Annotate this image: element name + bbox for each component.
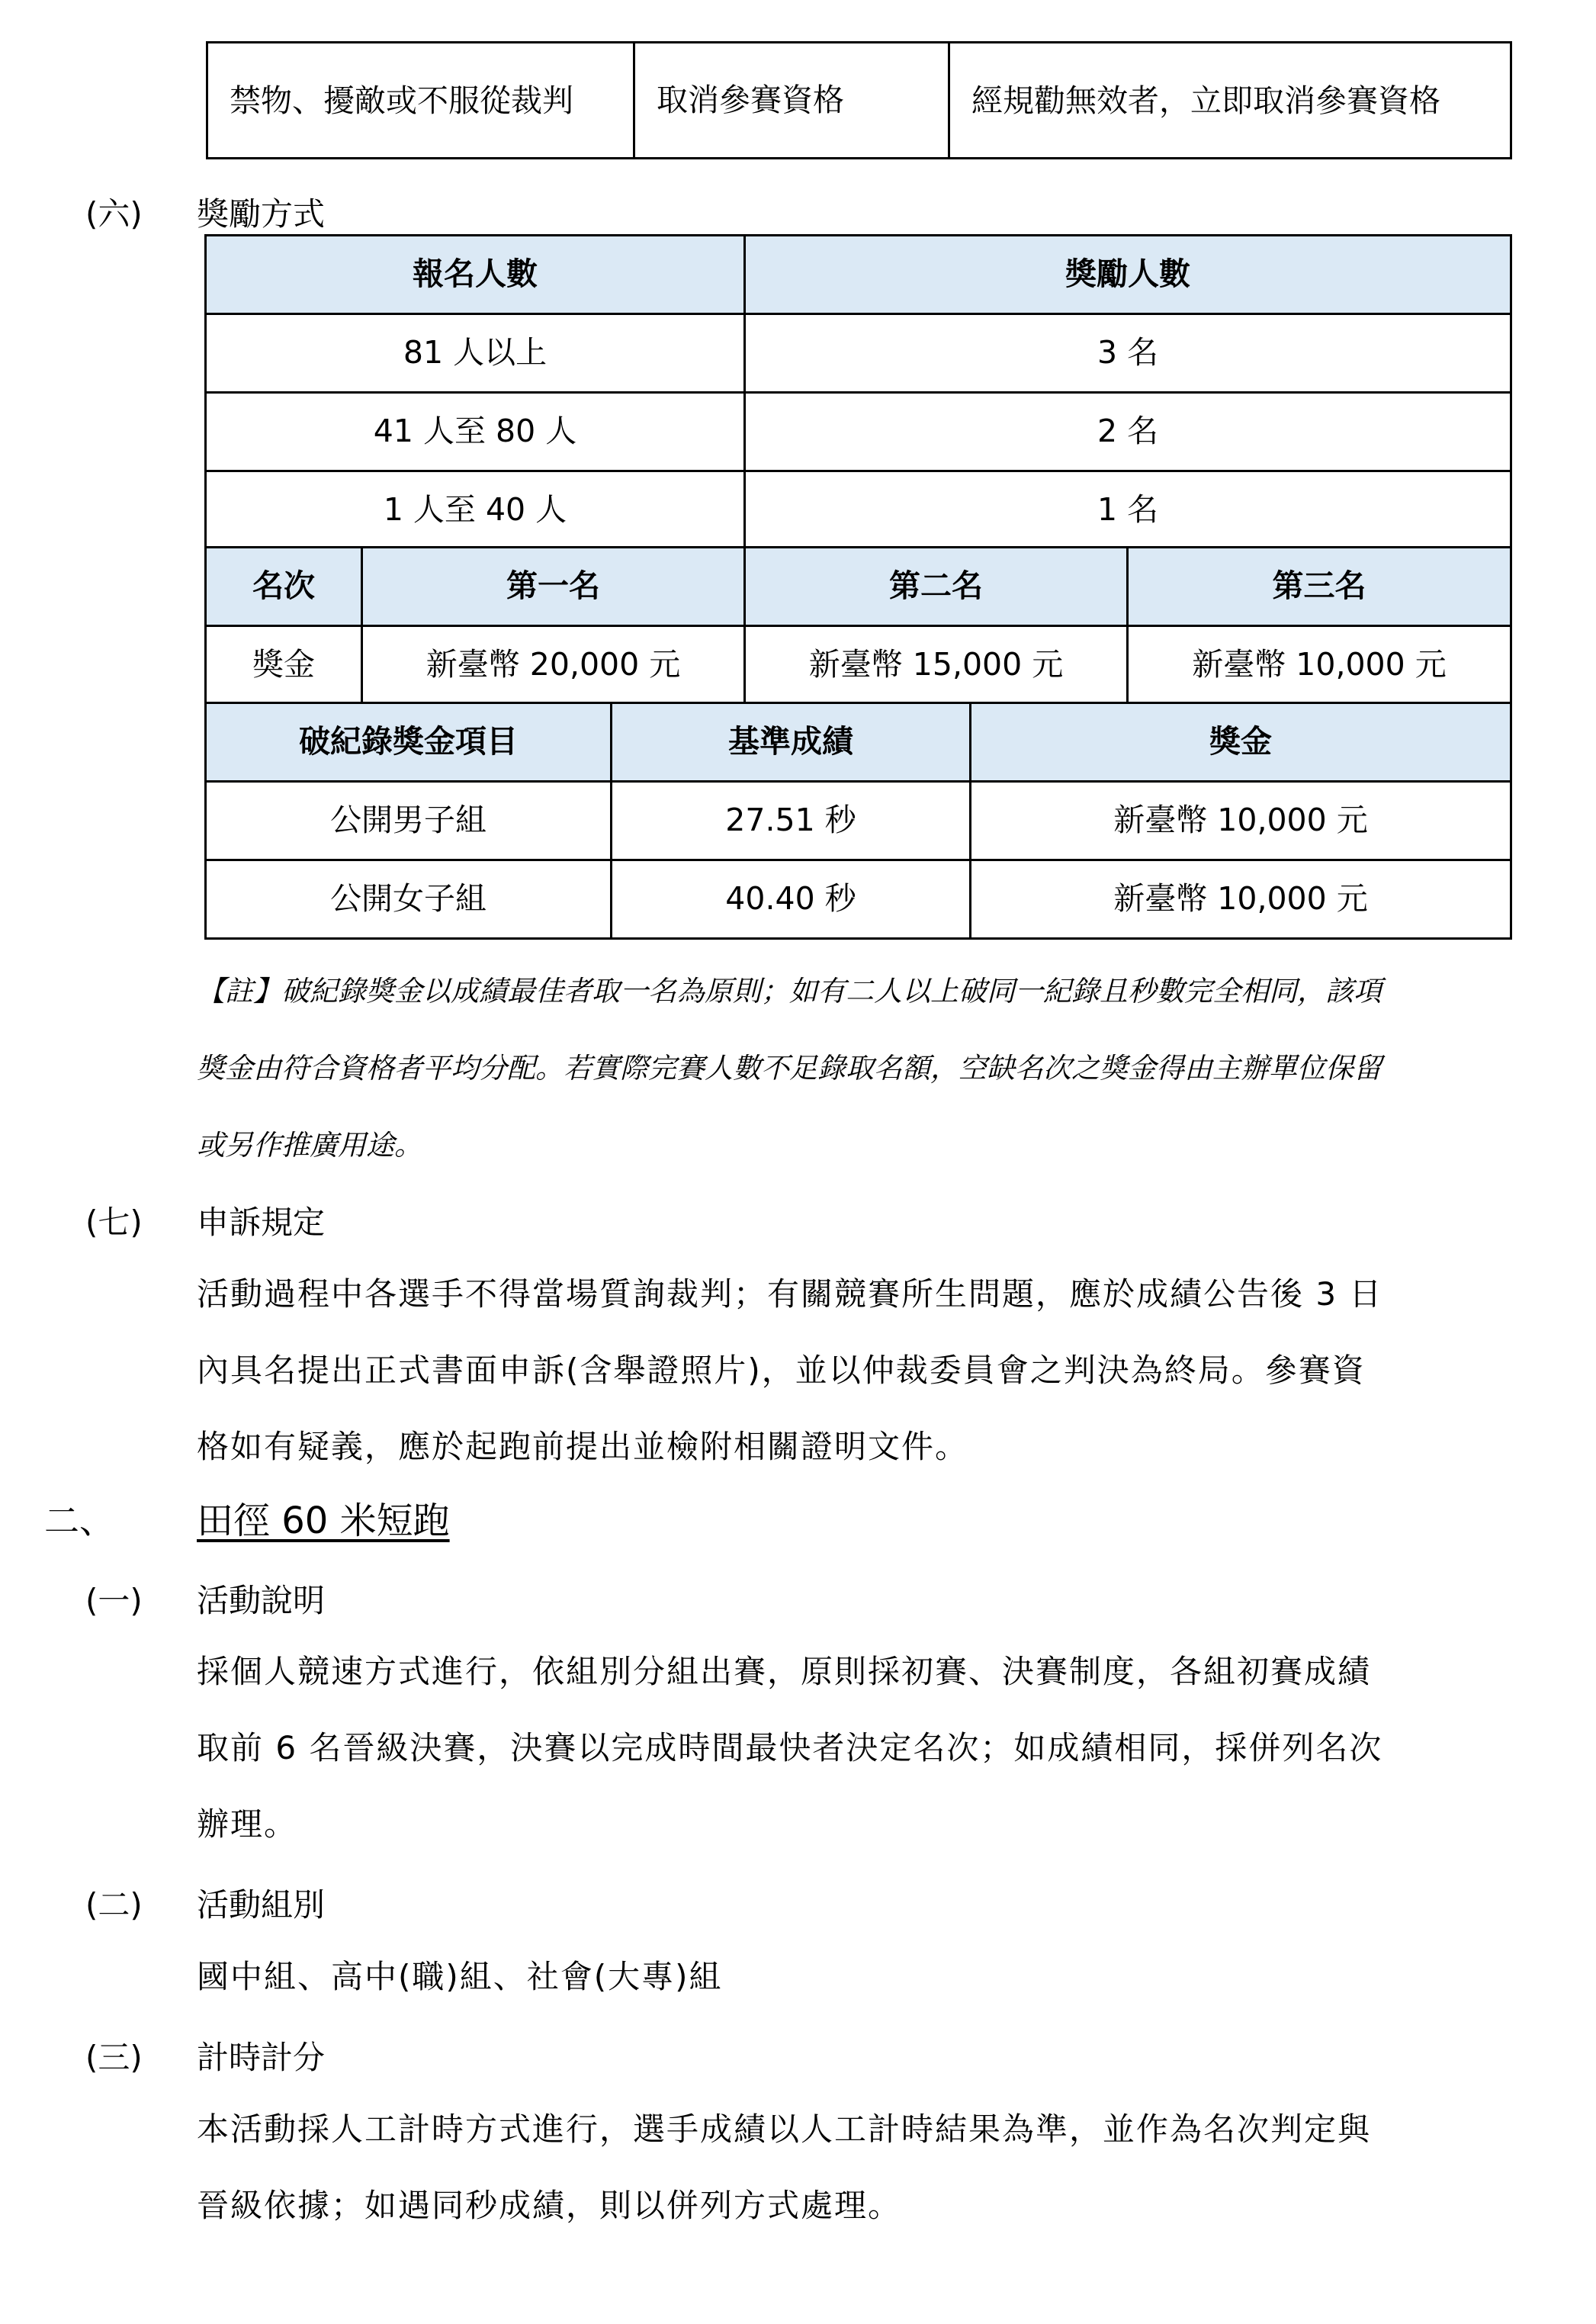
paragraph-line: 本活動採人工計時方式進行，選手成績以人工計時結果為準，並作為名次判定與	[197, 2110, 1372, 2148]
paragraph-line: 晉級依據；如遇同秒成績，則以併列方式處理。	[197, 2187, 902, 2224]
remark-cell: 經規勸無效者，立即取消參賽資格	[949, 43, 1511, 159]
penalty-cell: 取消參賽資格	[634, 43, 949, 159]
penalty-table	[206, 41, 1512, 159]
section-title: 獎勵方式	[197, 195, 326, 233]
table-row	[206, 860, 1511, 939]
paragraph-line: 採個人競速方式進行，依組別分組出賽，原則採初賽、決賽制度，各組初賽成績	[197, 1653, 1372, 1690]
chapter-title: 田徑 60 米短跑	[197, 1500, 450, 1542]
table-cell: 公開男子組	[206, 782, 612, 860]
column-header: 獎勵人數	[745, 236, 1511, 314]
column-header: 第一名	[362, 548, 745, 626]
table-row	[206, 314, 1511, 393]
section-title: 申訴規定	[197, 1204, 326, 1241]
column-header: 第三名	[1128, 548, 1511, 626]
table-cell: 新臺幣 20,000 元	[362, 626, 745, 705]
table-cell: 新臺幣 15,000 元	[745, 626, 1128, 705]
appeal-paragraph	[197, 1256, 1524, 1485]
timing-paragraph	[197, 2091, 1524, 2244]
table-row	[206, 626, 1511, 705]
section-marker: (一)	[85, 1582, 143, 1619]
table-cell: 40.40 秒	[612, 860, 971, 939]
groups-paragraph	[197, 1939, 1524, 2015]
paragraph-line: 國中組、高中(職)組、社會(大專)組	[197, 1958, 723, 1995]
offense-cell: 禁物、擾敵或不服從裁判	[207, 43, 634, 159]
table-header-row	[206, 236, 1511, 314]
table-cell: 1 人至 40 人	[206, 471, 745, 550]
section-marker: (六)	[85, 195, 143, 233]
note-line: 或另作推廣用途。	[197, 1129, 422, 1162]
table-header-row	[206, 548, 1511, 626]
column-header: 名次	[206, 548, 362, 626]
record-table	[204, 702, 1512, 940]
table-row	[206, 471, 1511, 550]
note-line: 獎金由符合資格者平均分配。若實際完賽人數不足錄取名額，空缺名次之獎金得由主辦單位保留	[197, 1052, 1382, 1085]
chapter-marker: 二、	[44, 1500, 114, 1541]
column-header: 破紀錄獎金項目	[206, 703, 612, 782]
section-marker: (三)	[85, 2039, 143, 2076]
table-cell: 2 名	[745, 393, 1511, 471]
paragraph-line: 辦理。	[197, 1805, 298, 1843]
table-cell: 新臺幣 10,000 元	[1128, 626, 1511, 705]
description-paragraph	[197, 1634, 1524, 1863]
paragraph-line: 內具名提出正式書面申訴(含舉證照片)，並以仲裁委員會之判決為終局。參賽資	[197, 1352, 1366, 1389]
table-cell: 新臺幣 10,000 元	[971, 782, 1511, 860]
table-header-row	[206, 703, 1511, 782]
section-marker: (二)	[85, 1886, 143, 1924]
paragraph-line: 格如有疑義，應於起跑前提出並檢附相關證明文件。	[197, 1428, 969, 1465]
column-header: 第二名	[745, 548, 1128, 626]
paragraph-line: 活動過程中各選手不得當場質詢裁判；有關競賽所生問題，應於成績公告後 3 日	[197, 1275, 1383, 1313]
section-title: 活動說明	[197, 1582, 326, 1619]
paragraph-line: 取前 6 名晉級決賽，決賽以完成時間最快者決定名次；如成績相同，採併列名次	[197, 1729, 1383, 1766]
table-row	[207, 43, 1511, 159]
column-header: 報名人數	[206, 236, 745, 314]
table-cell: 27.51 秒	[612, 782, 971, 860]
table-row	[206, 393, 1511, 471]
column-header: 獎金	[971, 703, 1511, 782]
prize-table	[204, 546, 1512, 706]
table-cell: 3 名	[745, 314, 1511, 393]
table-cell: 新臺幣 10,000 元	[971, 860, 1511, 939]
table-cell: 獎金	[206, 626, 362, 705]
table-cell: 41 人至 80 人	[206, 393, 745, 471]
awards-table	[204, 234, 1512, 551]
note-paragraph	[197, 953, 1524, 1184]
table-row	[206, 782, 1511, 860]
column-header: 基準成績	[612, 703, 971, 782]
section-title: 計時計分	[197, 2039, 326, 2076]
table-cell: 公開女子組	[206, 860, 612, 939]
note-line: 【註】破紀錄獎金以成績最佳者取一名為原則；如有二人以上破同一紀錄且秒數完全相同，該項	[197, 975, 1382, 1008]
table-cell: 1 名	[745, 471, 1511, 550]
section-title: 活動組別	[197, 1886, 326, 1924]
table-cell: 81 人以上	[206, 314, 745, 393]
section-marker: (七)	[85, 1204, 143, 1241]
